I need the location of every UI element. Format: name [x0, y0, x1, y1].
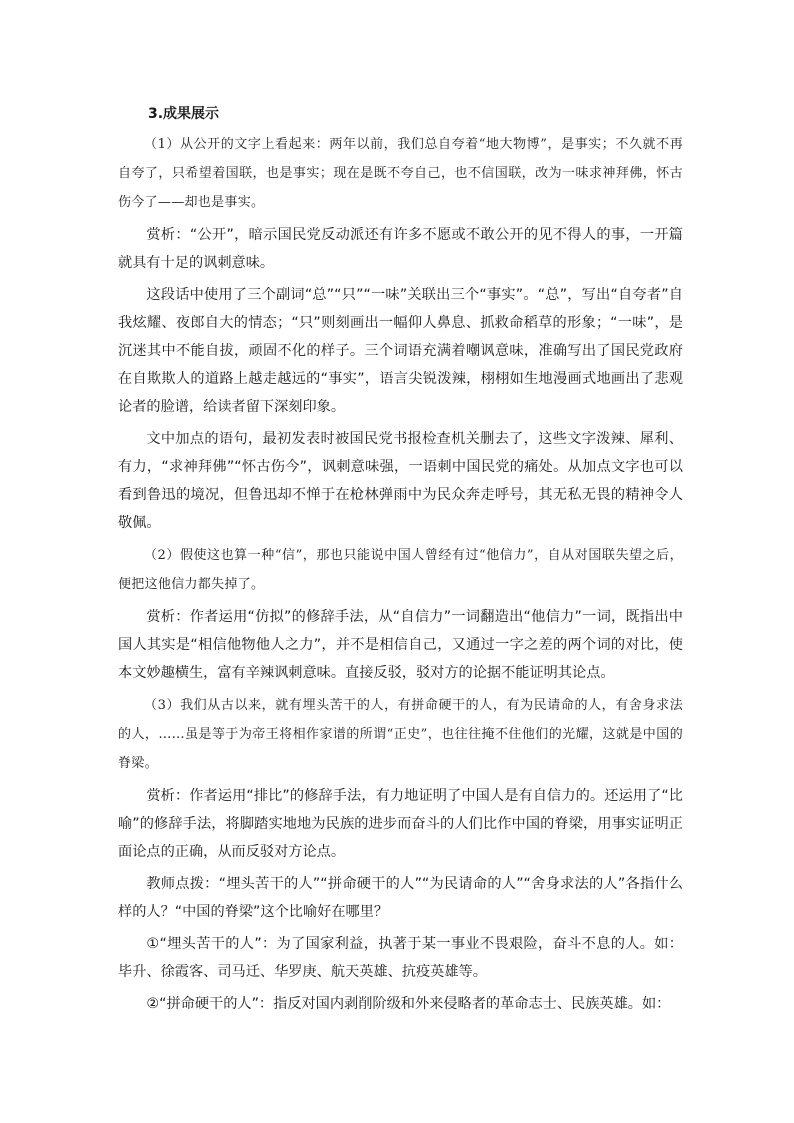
- analysis-paragraph-2: 这段话中使用了三个副词“总”“只”“一味”关联出三个“事实”。“总”，写出“自夸者”自我炫耀、夜郎自大的情态；“只”则刻画出一幅仰人鼻息、抓救命稻草的形象；“一味”，是沉迷其中不能自拔，顽固不化的样子。三个词语充满着嘲讽意味，准确写出了国民党政府在自欺欺人的道路上越走越远的“事实”，语言尖锐泼辣，栩栩如生地漫画式地画出了悲观论者的脸谱，给读者留下深刻印象。: [118, 287, 683, 415]
- document-body: [118, 100, 683, 1022]
- section-heading: 3.成果展示: [148, 106, 220, 122]
- quote-paragraph-2: （2）假使这也算一种“信”，那也只能说中国人曾经有过“他信力”，自从对国联失望之后，便把这他信力都失掉了。: [118, 548, 683, 592]
- list-item-1: ①“埋头苦干的人”：为了国家利益，执著于某一事业不畏艰险，奋斗不息的人。如：毕升、徐霞客、司马迁、华罗庚、航天英雄、抗疫英雄等。: [118, 936, 683, 980]
- analysis-paragraph-5: 赏析：作者运用“排比”的修辞手法，有力地证明了中国人是有自信力的。还运用了“比喻”的修辞手法，将脚踏实地地为民族的进步而奋斗的人们比作中国的脊梁，用事实证明正面论点的正确，从而反驳对方论点。: [118, 788, 683, 860]
- analysis-paragraph-1: 赏析：“公开”，暗示国民党反动派还有许多不愿或不敢公开的见不得人的事，一开篇就具有十足的讽刺意味。: [118, 227, 683, 271]
- quote-paragraph-3: （3）我们从古以来，就有埋头苦干的人，有拼命硬干的人，有为民请命的人，有舍身求法的人，……虽是等于为帝王将相作家谱的所谓“正史”，也往往掩不住他们的光耀，这就是中国的脊梁。: [118, 698, 683, 771]
- analysis-paragraph-4: 赏析：作者运用“仿拟”的修辞手法，从“自信力”一词翻造出“他信力”一词，既指出中国人其实是“相信他物他人之力”，并不是相信自己，又通过一字之差的两个词的对比，使本文妙趣横生，富有辛辣讽刺意味。直接反驳，驳对方的论据不能证明其论点。: [118, 609, 683, 681]
- teacher-guidance-paragraph: 教师点拨：“埋头苦干的人”“拼命硬干的人”“为民请命的人”“舍身求法的人”各指什么样的人？“中国的脊梁”这个比喻好在哪里？: [118, 876, 683, 920]
- list-item-2: ②“拼命硬干的人”：指反对国内剥削阶级和外来侵略者的革命志士、民族英雄。如：: [146, 996, 671, 1012]
- analysis-paragraph-3: 文中加点的语句，最初发表时被国民党书报检查机关删去了，这些文字泼辣、犀利、有力，“求神拜佛”“怀古伤今”，讽刺意味强，一语刺中国民党的痛处。从加点文字也可以看到鲁迅的境况，但鲁迅却不惮于在枪林弹雨中为民众奔走呼号，其无私无畏的精神令人敬佩。: [118, 431, 683, 531]
- quote-paragraph-1: （1）从公开的文字上看起来：两年以前，我们总自夸着“地大物博”，是事实；不久就不再自夸了，只希望着国联，也是事实；现在是既不夸自己，也不信国联，改为一味求神拜佛，怀古伤今了——却也是事实。: [118, 137, 683, 210]
